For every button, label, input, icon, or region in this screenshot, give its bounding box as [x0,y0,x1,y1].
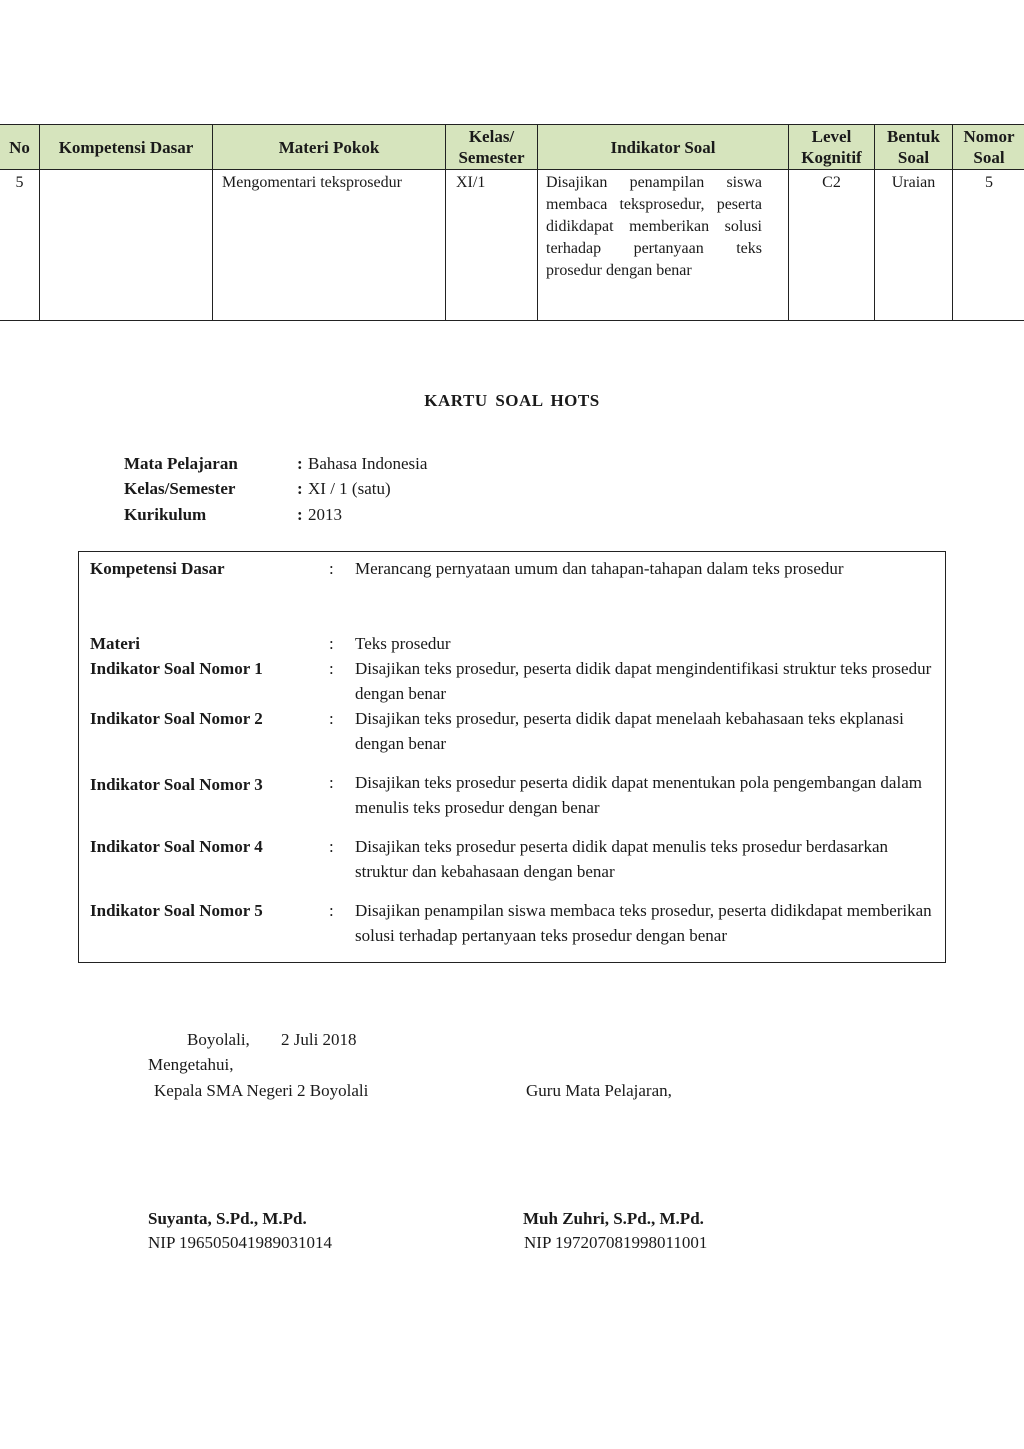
card-label: Indikator Soal Nomor 3 [90,775,263,794]
card-colon: : [329,837,334,856]
card-value: Disajikan teks prosedur peserta didik dapat menulis teks prosedur berdasarkan struktur dan kebahasaan dengan benar [355,837,888,881]
header-nomor-soal: Nomor Soal [953,125,1024,170]
header-materi-pokok: Materi Pokok [213,125,446,170]
question-card-box [78,551,946,963]
card-value: Disajikan teks prosedur peserta didik dapat menentukan pola pengembangan dalam menulis teks prosedur dengan benar [355,773,922,817]
table-row [0,170,1024,321]
cell-level-kognitif: C2 [789,170,875,321]
card-colon: : [329,709,334,728]
card-value: Teks prosedur [355,634,451,653]
card-value: Disajikan teks prosedur, peserta didik dapat menelaah kebahasaan teks ekplanasi dengan benar [355,709,904,753]
signature-left-name: Suyanta, S.Pd., M.Pd. [148,1209,307,1228]
card-colon: : [329,659,334,678]
signature-right-nip: NIP 197207081998011001 [524,1233,708,1252]
card-label: Indikator Soal Nomor 5 [90,901,263,920]
signature-left-nip: NIP 196505041989031014 [148,1233,333,1252]
header-bentuk-soal: Bentuk Soal [875,125,953,170]
card-value: Disajikan penampilan siswa membaca teks prosedur, peserta didikdapat memberikan solusi terhadap pertanyaan teks prosedur dengan benar [355,901,932,945]
meta-colon: : [297,479,303,498]
card-value: Disajikan teks prosedur, peserta didik dapat mengindentifikasi struktur teks prosedur dengan benar [355,659,932,703]
meta-label: Kurikulum [124,505,207,524]
signature-right-role: Guru Mata Pelajaran, [526,1081,672,1100]
signature-date: 2 Juli 2018 [281,1030,357,1049]
cell-bentuk-soal: Uraian [875,170,953,321]
header-level-kognitif: Level Kognitif [789,125,875,170]
meta-value: XI / 1 (satu) [308,479,391,498]
meta-colon: : [297,454,303,473]
card-label: Indikator Soal Nomor 4 [90,837,263,856]
card-colon: : [329,634,334,653]
meta-label: Kelas/Semester [124,479,236,498]
card-value: Merancang pernyataan umum dan tahapan-tahapan dalam teks prosedur [355,559,844,578]
page-title: KARTU SOAL HOTS [424,391,600,410]
cell-kompetensi-dasar [40,170,213,321]
meta-colon: : [297,505,303,524]
cell-indikator-soal: Disajikan penampilan siswa membaca teksprosedur, peserta didikdapat memberikan solusi terhadap pertanyaan teks prosedur dengan benar [538,170,789,321]
card-colon: : [329,773,334,792]
signature-acknowledged: Mengetahui, [148,1055,234,1074]
card-label: Indikator Soal Nomor 1 [90,659,263,678]
signature-place: Boyolali, [187,1030,250,1049]
header-kelas-semester: Kelas/ Semester [446,125,538,170]
question-grid-table [0,124,1024,321]
card-label: Materi [90,634,141,653]
header-indikator-soal: Indikator Soal [538,125,789,170]
cell-no: 5 [0,170,40,321]
card-colon: : [329,559,334,578]
card-colon: : [329,901,334,920]
signature-right-name: Muh Zuhri, S.Pd., M.Pd. [523,1209,704,1228]
signature-left-role: Kepala SMA Negeri 2 Boyolali [154,1081,369,1100]
meta-value: 2013 [308,505,342,524]
table-header-row [0,125,1024,170]
card-label: Indikator Soal Nomor 2 [90,709,263,728]
header-kompetensi-dasar: Kompetensi Dasar [40,125,213,170]
cell-materi-pokok: Mengomentari teksprosedur [213,170,446,321]
cell-kelas-semester: XI/1 [446,170,538,321]
cell-nomor-soal: 5 [953,170,1024,321]
card-label: Kompetensi Dasar [90,559,225,578]
header-no: No [0,125,40,170]
meta-label: Mata Pelajaran [124,454,238,473]
meta-value: Bahasa Indonesia [308,454,428,473]
